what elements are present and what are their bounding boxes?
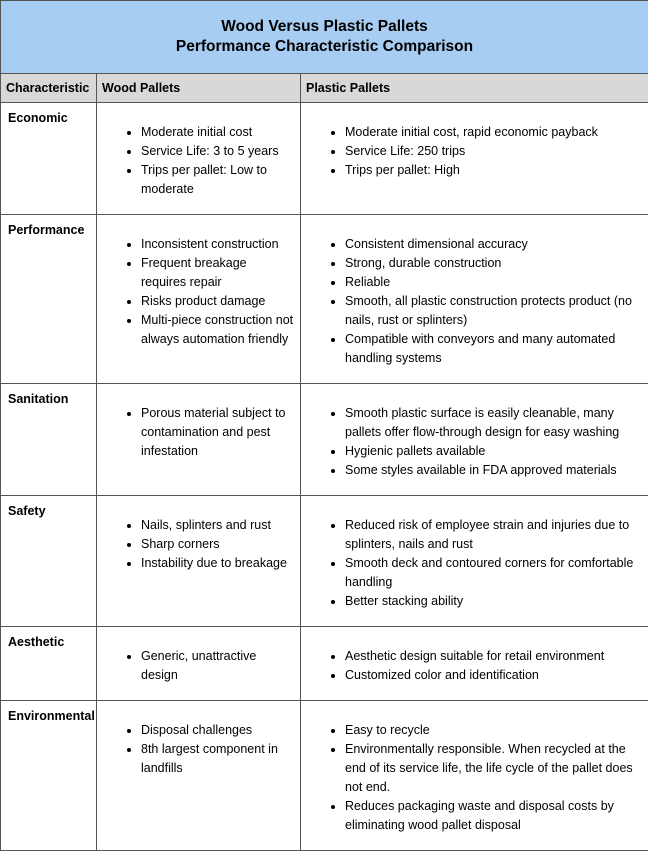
list-item: • Service Life: 3 to 5 years <box>141 142 294 161</box>
wood-list <box>97 404 300 461</box>
wood-list <box>97 235 300 349</box>
list-item: • Hygienic pallets available <box>345 442 642 461</box>
list-item: • Customized color and identification <box>345 666 642 685</box>
list-item: • Trips per pallet: High <box>345 161 642 180</box>
list-item: • Trips per pallet: Low to moderate <box>141 161 294 199</box>
table-row <box>1 215 648 384</box>
wood-cell <box>97 384 301 496</box>
title-row <box>1 1 648 74</box>
list-item: • Environmentally responsible. When recycled at the end of its service life, the life cycle of the pallet does not end. <box>345 740 642 797</box>
wood-list <box>97 647 300 685</box>
list-item: • Smooth deck and contoured corners for comfortable handling <box>345 554 642 592</box>
wood-list <box>97 516 300 573</box>
characteristic-cell: Performance <box>1 215 97 384</box>
plastic-list <box>301 721 648 835</box>
plastic-cell <box>301 701 648 851</box>
list-item: • Better stacking ability <box>345 592 642 611</box>
wood-cell <box>97 627 301 701</box>
plastic-cell <box>301 627 648 701</box>
title-line-1: Wood Versus Plastic Pallets <box>221 18 428 35</box>
table-row <box>1 627 648 701</box>
wood-cell <box>97 103 301 215</box>
plastic-list <box>301 235 648 368</box>
plastic-list <box>301 123 648 180</box>
list-item: • Reliable <box>345 273 642 292</box>
plastic-cell <box>301 215 648 384</box>
list-item: • Moderate initial cost, rapid economic payback <box>345 123 642 142</box>
table-title <box>1 1 648 74</box>
list-item: • Risks product damage <box>141 292 294 311</box>
list-item: • Multi-piece construction not always automation friendly <box>141 311 294 349</box>
list-item: • Strong, durable construction <box>345 254 642 273</box>
characteristic-cell: Environmental <box>1 701 97 851</box>
list-item: • Service Life: 250 trips <box>345 142 642 161</box>
table-row <box>1 384 648 496</box>
list-item: • Nails, splinters and rust <box>141 516 294 535</box>
header-row <box>1 74 648 103</box>
list-item: • Easy to recycle <box>345 721 642 740</box>
header-characteristic: Characteristic <box>1 74 97 103</box>
table-row <box>1 496 648 627</box>
wood-cell <box>97 701 301 851</box>
list-item: • Instability due to breakage <box>141 554 294 573</box>
title-line-2: Performance Characteristic Comparison <box>175 38 474 55</box>
list-item: • Disposal challenges <box>141 721 294 740</box>
plastic-cell <box>301 496 648 627</box>
characteristic-cell: Sanitation <box>1 384 97 496</box>
list-item: • 8th largest component in landfills <box>141 740 294 778</box>
wood-cell <box>97 496 301 627</box>
wood-list <box>97 721 300 778</box>
wood-cell <box>97 215 301 384</box>
characteristic-cell: Safety <box>1 496 97 627</box>
plastic-cell <box>301 384 648 496</box>
list-item: • Smooth plastic surface is easily cleanable, many pallets offer flow-through design for easy washing <box>345 404 642 442</box>
list-item: • Some styles available in FDA approved materials <box>345 461 642 480</box>
list-item: • Inconsistent construction <box>141 235 294 254</box>
list-item: • Moderate initial cost <box>141 123 294 142</box>
plastic-list <box>301 404 648 480</box>
list-item: • Sharp corners <box>141 535 294 554</box>
list-item: • Porous material subject to contamination and pest infestation <box>141 404 294 461</box>
list-item: • Smooth, all plastic construction protects product (no nails, rust or splinters) <box>345 292 642 330</box>
list-item: • Frequent breakage requires repair <box>141 254 294 292</box>
list-item: • Consistent dimensional accuracy <box>345 235 642 254</box>
plastic-cell <box>301 103 648 215</box>
table-row <box>1 701 648 851</box>
plastic-list <box>301 516 648 611</box>
plastic-list <box>301 647 648 685</box>
wood-list <box>97 123 300 199</box>
list-item: • Reduced risk of employee strain and injuries due to splinters, nails and rust <box>345 516 642 554</box>
characteristic-cell: Economic <box>1 103 97 215</box>
table-row <box>1 103 648 215</box>
header-wood-pallets: Wood Pallets <box>97 74 301 103</box>
header-plastic-pallets: Plastic Pallets <box>301 74 648 103</box>
list-item: • Reduces packaging waste and disposal costs by eliminating wood pallet disposal <box>345 797 642 835</box>
characteristic-cell: Aesthetic <box>1 627 97 701</box>
list-item: • Aesthetic design suitable for retail environment <box>345 647 642 666</box>
list-item: • Generic, unattractive design <box>141 647 294 685</box>
list-item: • Compatible with conveyors and many automated handling systems <box>345 330 642 368</box>
